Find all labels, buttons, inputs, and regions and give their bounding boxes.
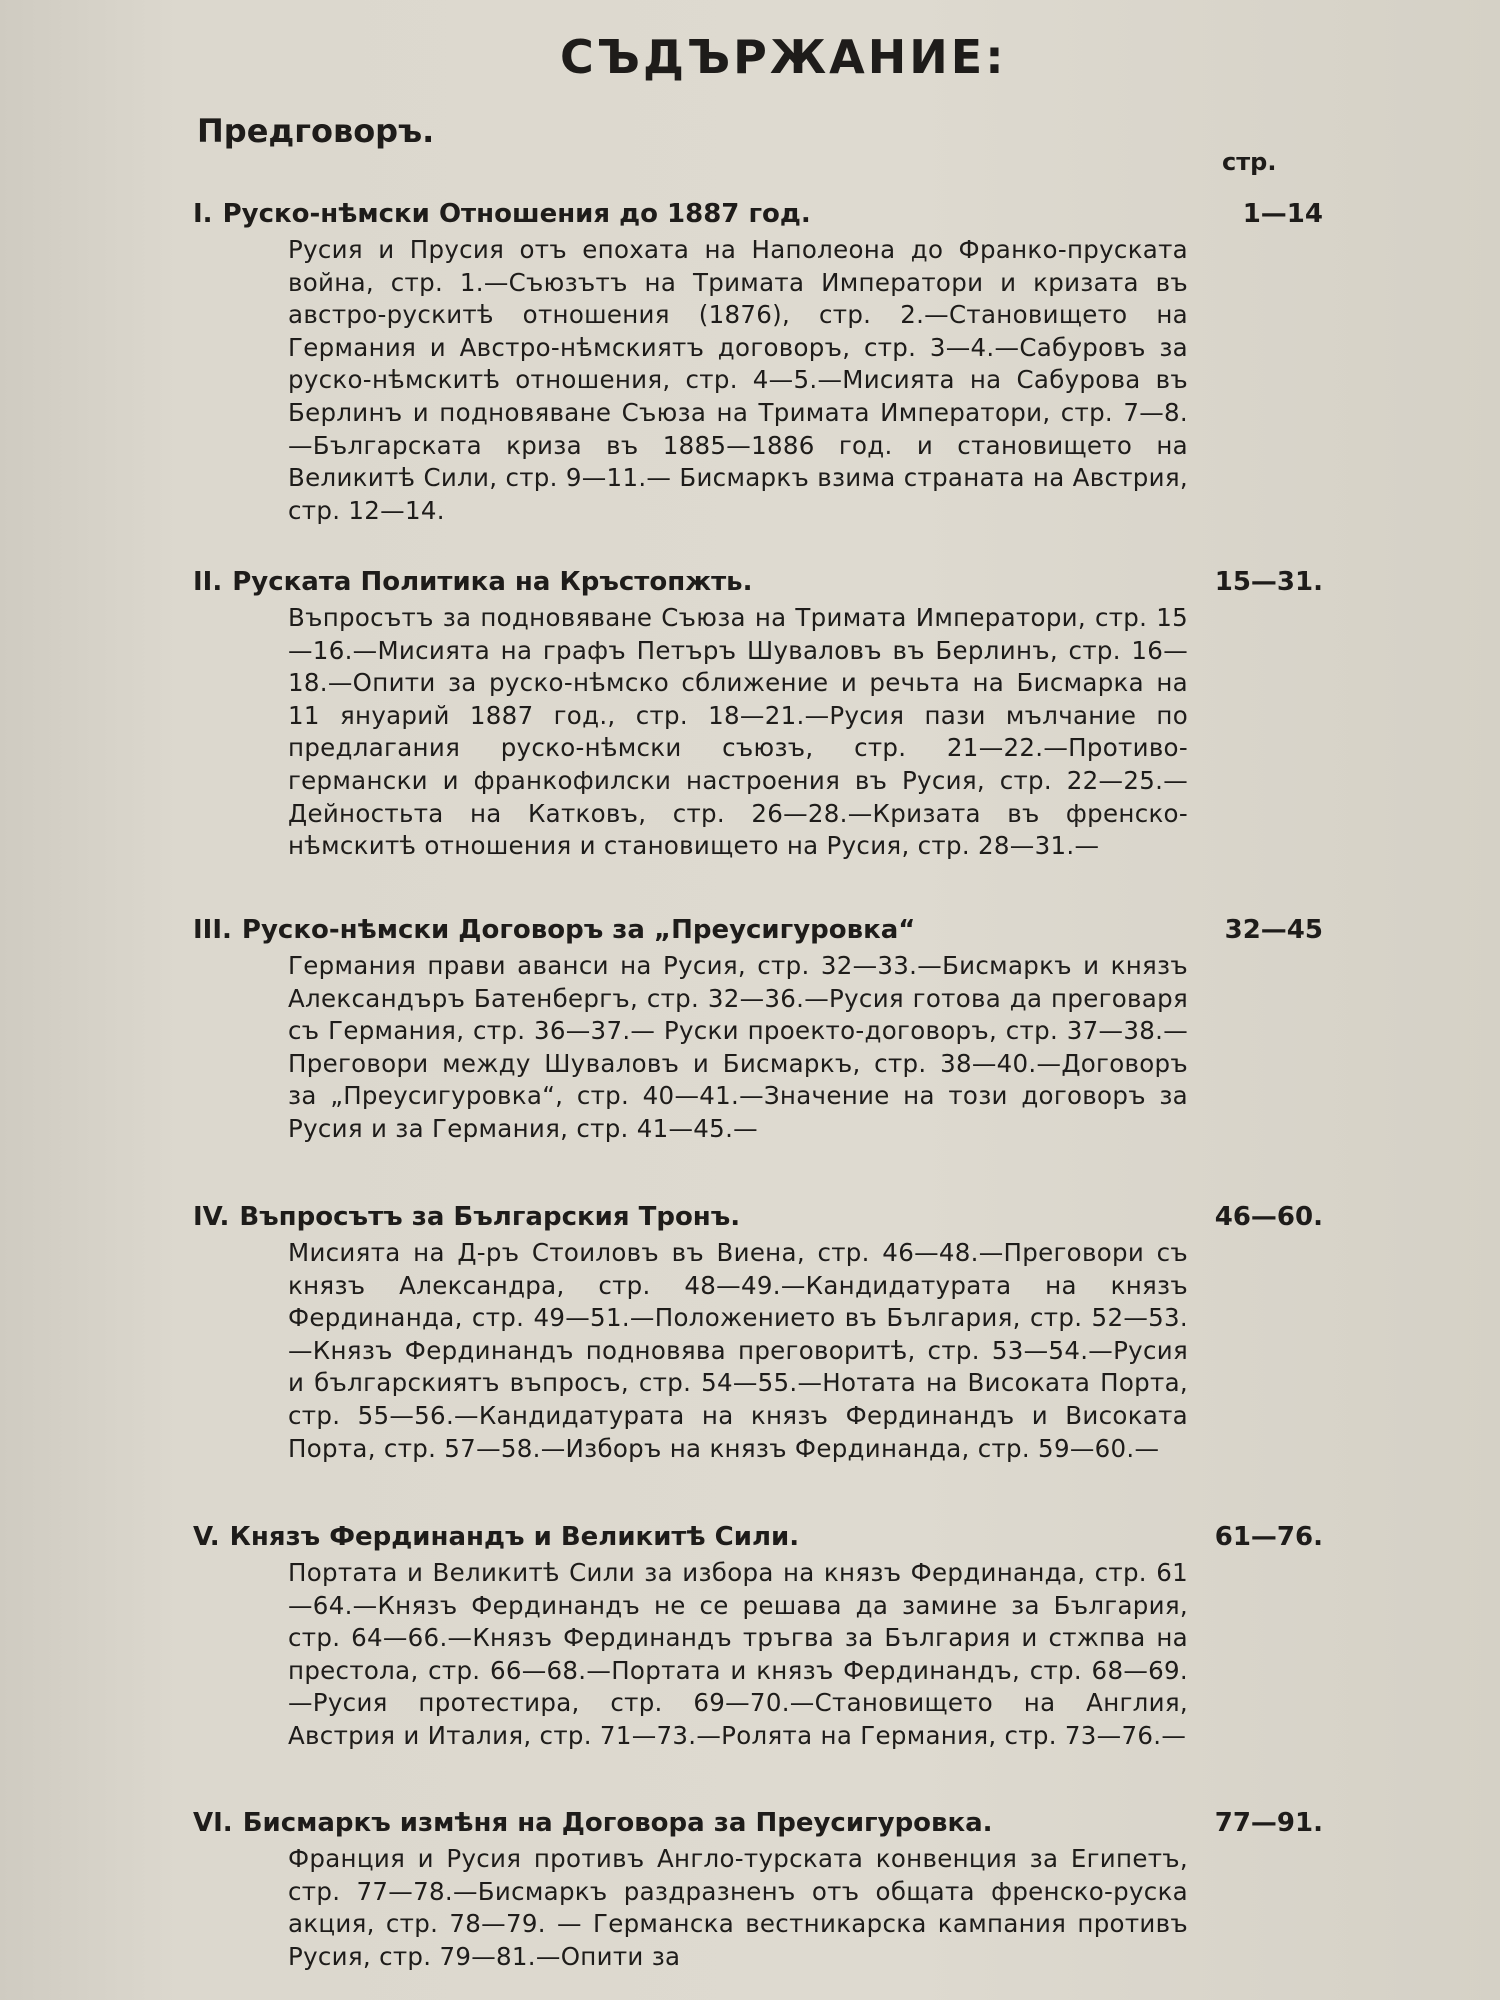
section-number: VI. [193, 1808, 233, 1838]
section-title: Руско-нѣмски Договоръ за „Преусигуровка“ [241, 915, 916, 945]
section-heading [193, 1803, 1323, 1843]
toc-section-5 [193, 1517, 1323, 1753]
section-summary: Русия и Прусия отъ епохата на Наполеона до Франко-пруската война, стр. 1.—Съюзътъ на Тримата Императори и кризата въ австро-рускитѣ отношения (1876), стр. 2.—Становището на Германия и Австро-нѣмскиятъ договоръ, стр. 3—4.—Сабуровъ за руско-нѣмскитѣ отношения, стр. 4—5.—Мисията на Сабурова въ Берлинъ и подновяване Съюза на Тримата Императори, стр. 7—8.—Българската криза въ 1885—1886 год. и становището на Великитѣ Сили, стр. 9—11.— Бисмаркъ взима страната на Австрия, стр. 12—14. [288, 235, 1188, 525]
preface-heading: Предговоръ. [197, 112, 435, 150]
section-number: II. [193, 567, 223, 597]
section-heading [193, 1517, 1323, 1557]
page-column-label: стр. [1222, 148, 1277, 176]
toc-section-4 [193, 1197, 1323, 1465]
section-title: Руско-нѣмски Отношения до 1887 год. [222, 199, 811, 229]
page-title: СЪДЪРЖАНИЕ: [560, 30, 1007, 84]
section-pages: 15—31. [1214, 567, 1323, 597]
section-title: Въпросътъ за Българския Тронъ. [239, 1202, 741, 1232]
section-heading [193, 910, 1323, 950]
section-title: Руската Политика на Кръстопжть. [232, 567, 753, 597]
section-pages: 32—45 [1224, 915, 1323, 945]
toc-section-3 [193, 910, 1323, 1146]
section-number: IV. [193, 1202, 230, 1232]
section-summary: Портата и Великитѣ Сили за избора на князъ Фердинанда, стр. 61—64.—Князъ Фердинандъ не се решава да замине за България, стр. 64—66.—Князъ Фердинандъ тръгва за България и стжпва на престола, стр. 66—68.—Портата и князъ Фердинандъ, стр. 68—69.—Русия протестира, стр. 69—70.—Становището на Англия, Австрия и Италия, стр. 71—73.—Ролята на Германия, стр. 73—76.— [288, 1558, 1188, 1750]
section-number: I. [193, 199, 213, 229]
section-number: V. [193, 1522, 220, 1552]
section-pages: 61—76. [1214, 1522, 1323, 1552]
toc-section-1 [193, 194, 1323, 527]
section-summary: Германия прави аванси на Русия, стр. 32—33.—Бисмаркъ и князъ Александъръ Батенбергъ, стр. 32—36.—Русия готова да преговаря съ Германия, стр. 36—37.— Руски проекто-договоръ, стр. 37—38.—Преговори между Шуваловъ и Бисмаркъ, стр. 38—40.—Договоръ за „Преусигуровка“, стр. 40—41.—Значение на този договоръ за Русия и за Германия, стр. 41—45.— [288, 951, 1188, 1143]
section-heading [193, 1197, 1323, 1237]
section-summary: Франция и Русия противъ Англо-турската конвенция за Египетъ, стр. 77—78.—Бисмаркъ раздразненъ отъ общата френско-руска акция, стр. 78—79. — Германска вестникарска кампания противъ Русия, стр. 79—81.—Опити за [288, 1844, 1188, 1971]
section-summary: Въпросътъ за подновяване Съюза на Тримата Императори, стр. 15—16.—Мисията на графъ Петъръ Шуваловъ въ Берлинъ, стр. 16—18.—Опити за руско-нѣмско сближение и речьта на Бисмарка на 11 януарий 1887 год., стр. 18—21.—Русия пази мълчание по предлагания руско-нѣмски съюзъ, стр. 21—22.—Противо-германски и франкофилски настроения въ Русия, стр. 22—25.—Дейностьта на Катковъ, стр. 26—28.—Кризата въ френско-нѣмскитѣ отношения и становището на Русия, стр. 28—31.— [288, 603, 1188, 861]
section-heading [193, 194, 1323, 234]
section-pages: 46—60. [1214, 1202, 1323, 1232]
section-title: Князъ Фердинандъ и Великитѣ Сили. [229, 1522, 800, 1552]
section-pages: 77—91. [1214, 1808, 1323, 1838]
section-number: III. [193, 915, 232, 945]
section-pages: 1—14 [1242, 199, 1323, 229]
section-title: Бисмаркъ измѣня на Договора за Преусигуровка. [242, 1808, 993, 1838]
section-summary: Мисията на Д-ръ Стоиловъ въ Виена, стр. 46—48.—Преговори съ князъ Александра, стр. 48—49.—Кандидатурата на князъ Фердинанда, стр. 49—51.—Положението въ България, стр. 52—53.—Князъ Фердинандъ подновява преговоритѣ, стр. 53—54.—Русия и българскиятъ въпросъ, стр. 54—55.—Нотата на Високата Порта, стр. 55—56.—Кандидатурата на князъ Фердинандъ и Високата Порта, стр. 57—58.—Изборъ на князъ Фердинанда, стр. 59—60.— [288, 1238, 1188, 1463]
toc-section-2 [193, 562, 1323, 863]
section-heading [193, 562, 1323, 602]
toc-section-6 [193, 1803, 1323, 1973]
